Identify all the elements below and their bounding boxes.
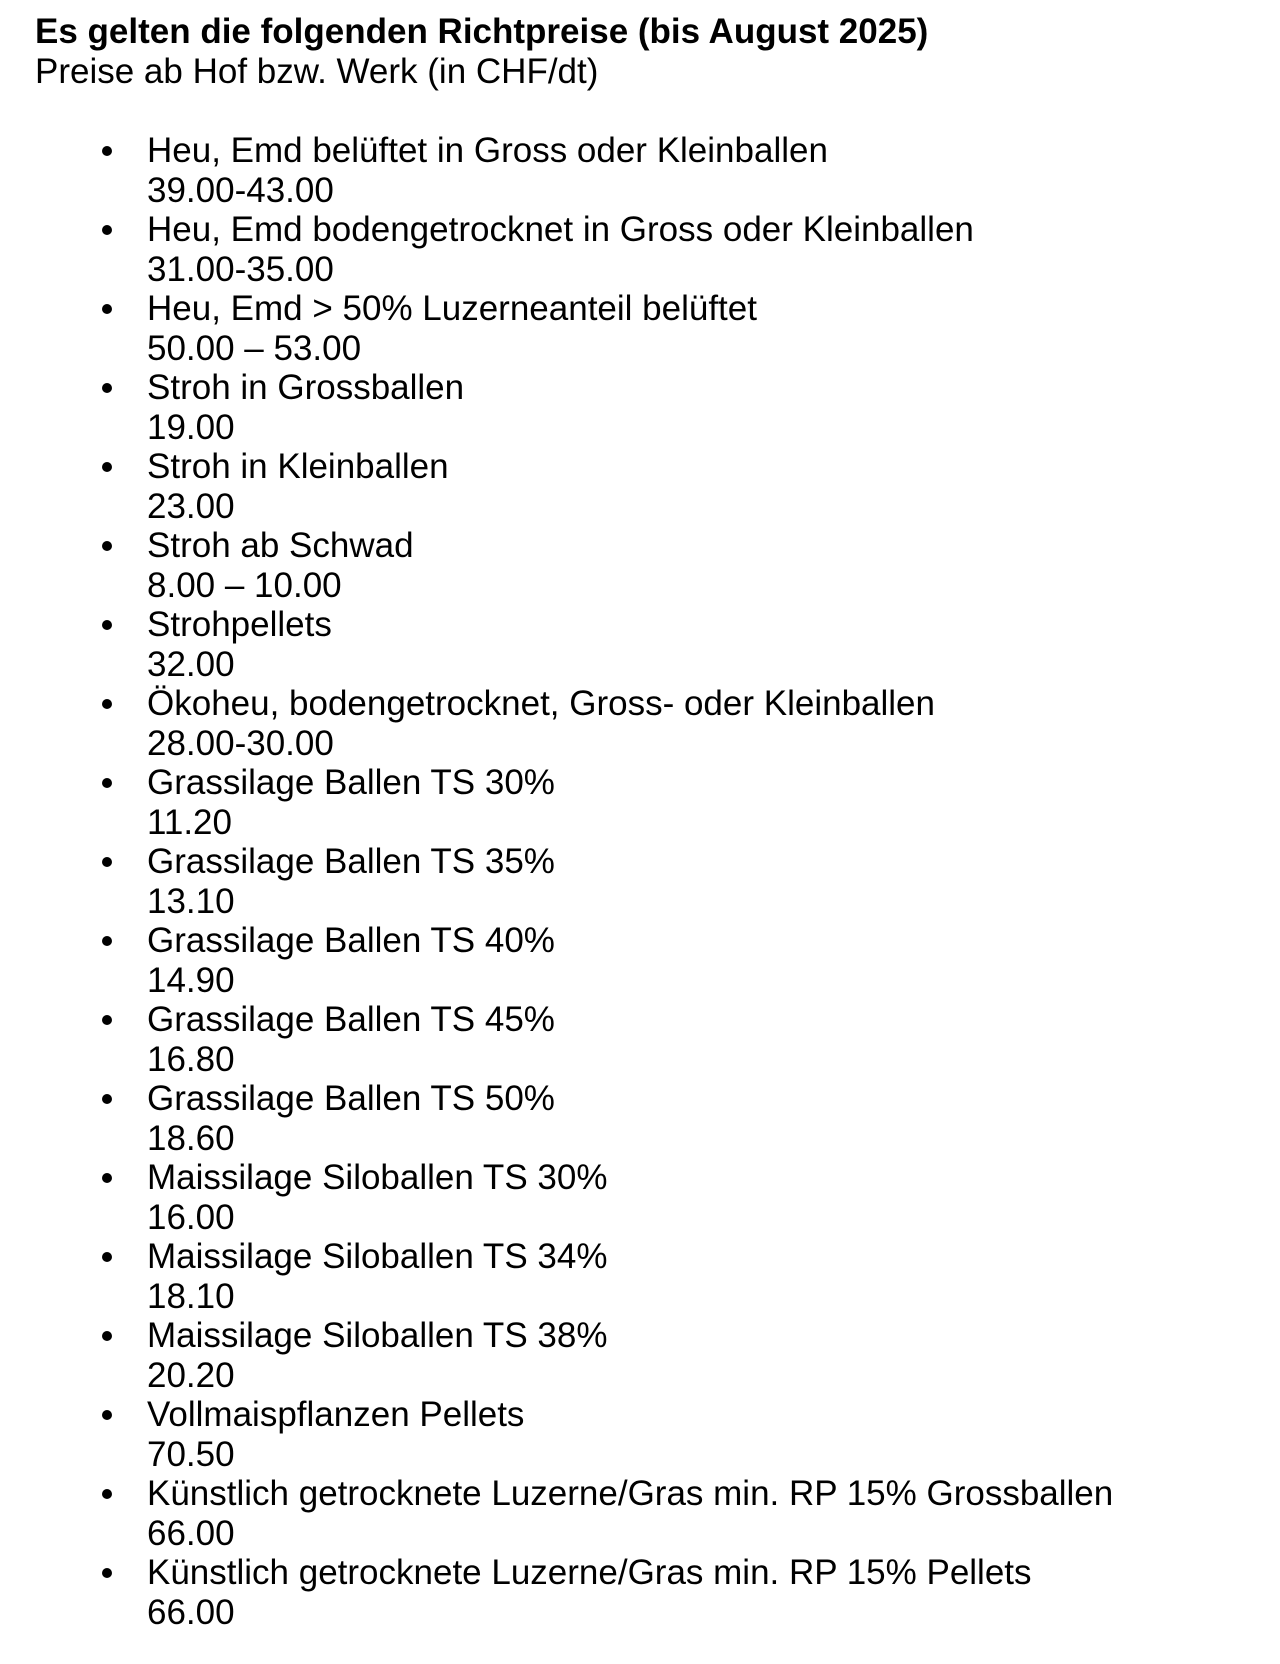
- item-name: Maissilage Siloballen TS 34%: [147, 1237, 608, 1276]
- bullet-icon: [102, 1331, 112, 1341]
- item-name: Maissilage Siloballen TS 30%: [147, 1158, 608, 1197]
- bullet-icon: [102, 1410, 112, 1420]
- item-name: Grassilage Ballen TS 40%: [147, 921, 555, 960]
- item-name: Grassilage Ballen TS 30%: [147, 763, 555, 802]
- bullet-icon: [102, 225, 112, 235]
- list-item: [35, 1079, 1280, 1158]
- item-name: Stroh ab Schwad: [147, 526, 414, 565]
- bullet-icon: [102, 699, 112, 709]
- item-name: Ökoheu, bodengetrocknet, Gross- oder Kleinballen: [147, 684, 935, 723]
- item-price: 11.20: [147, 802, 232, 842]
- item-name: Künstlich getrocknete Luzerne/Gras min. RP 15% Grossballen: [147, 1474, 1114, 1513]
- list-item: [35, 605, 1280, 684]
- list-item: [35, 526, 1280, 605]
- item-price: 16.80: [147, 1039, 235, 1079]
- item-name: Grassilage Ballen TS 50%: [147, 1079, 555, 1118]
- list-item: [35, 131, 1280, 210]
- list-item: [35, 1553, 1280, 1632]
- price-list: [35, 131, 1280, 1632]
- item-price: 8.00 – 10.00: [147, 565, 342, 605]
- bullet-icon: [102, 146, 112, 156]
- bullet-icon: [102, 936, 112, 946]
- list-item: [35, 447, 1280, 526]
- list-item: [35, 1000, 1280, 1079]
- bullet-icon: [102, 778, 112, 788]
- bullet-icon: [102, 857, 112, 867]
- bullet-icon: [102, 1094, 112, 1104]
- item-name: Heu, Emd > 50% Luzerneanteil belüftet: [147, 289, 757, 328]
- page-title: Es gelten die folgenden Richtpreise (bis August 2025): [35, 12, 929, 51]
- list-item: [35, 763, 1280, 842]
- bullet-icon: [102, 620, 112, 630]
- bullet-icon: [102, 541, 112, 551]
- item-name: Maissilage Siloballen TS 38%: [147, 1316, 608, 1355]
- list-item: [35, 1395, 1280, 1474]
- list-item: [35, 842, 1280, 921]
- item-price: 13.10: [147, 881, 235, 921]
- item-name: Stroh in Kleinballen: [147, 447, 449, 486]
- item-price: 16.00: [147, 1197, 235, 1237]
- list-item: [35, 1474, 1280, 1553]
- item-price: 28.00-30.00: [147, 723, 334, 763]
- item-name: Strohpellets: [147, 605, 332, 644]
- item-price: 20.20: [147, 1355, 235, 1395]
- bullet-icon: [102, 1252, 112, 1262]
- bullet-icon: [102, 304, 112, 314]
- page-subtitle: Preise ab Hof bzw. Werk (in CHF/dt): [35, 52, 599, 91]
- item-price: 14.90: [147, 960, 235, 1000]
- item-name: Heu, Emd belüftet in Gross oder Kleinballen: [147, 131, 828, 170]
- item-price: 32.00: [147, 644, 235, 684]
- item-name: Heu, Emd bodengetrocknet in Gross oder Kleinballen: [147, 210, 974, 249]
- item-name: Vollmaispflanzen Pellets: [147, 1395, 525, 1434]
- item-price: 66.00: [147, 1592, 235, 1632]
- item-price: 23.00: [147, 486, 235, 526]
- list-item: [35, 289, 1280, 368]
- item-price: 70.50: [147, 1434, 235, 1474]
- list-item: [35, 1237, 1280, 1316]
- bullet-icon: [102, 1015, 112, 1025]
- item-price: 66.00: [147, 1513, 235, 1553]
- item-price: 31.00-35.00: [147, 249, 334, 289]
- item-price: 18.10: [147, 1276, 235, 1316]
- item-name: Künstlich getrocknete Luzerne/Gras min. RP 15% Pellets: [147, 1553, 1032, 1592]
- item-name: Grassilage Ballen TS 35%: [147, 842, 555, 881]
- list-item: [35, 1316, 1280, 1395]
- list-item: [35, 1158, 1280, 1237]
- item-price: 19.00: [147, 407, 235, 447]
- list-item: [35, 684, 1280, 763]
- bullet-icon: [102, 1173, 112, 1183]
- bullet-icon: [102, 383, 112, 393]
- item-name: Grassilage Ballen TS 45%: [147, 1000, 555, 1039]
- bullet-icon: [102, 1489, 112, 1499]
- bullet-icon: [102, 462, 112, 472]
- list-item: [35, 921, 1280, 1000]
- item-name: Stroh in Grossballen: [147, 368, 465, 407]
- bullet-icon: [102, 1568, 112, 1578]
- item-price: 50.00 – 53.00: [147, 328, 362, 368]
- list-item: [35, 210, 1280, 289]
- item-price: 39.00-43.00: [147, 170, 334, 210]
- item-price: 18.60: [147, 1118, 235, 1158]
- list-item: [35, 368, 1280, 447]
